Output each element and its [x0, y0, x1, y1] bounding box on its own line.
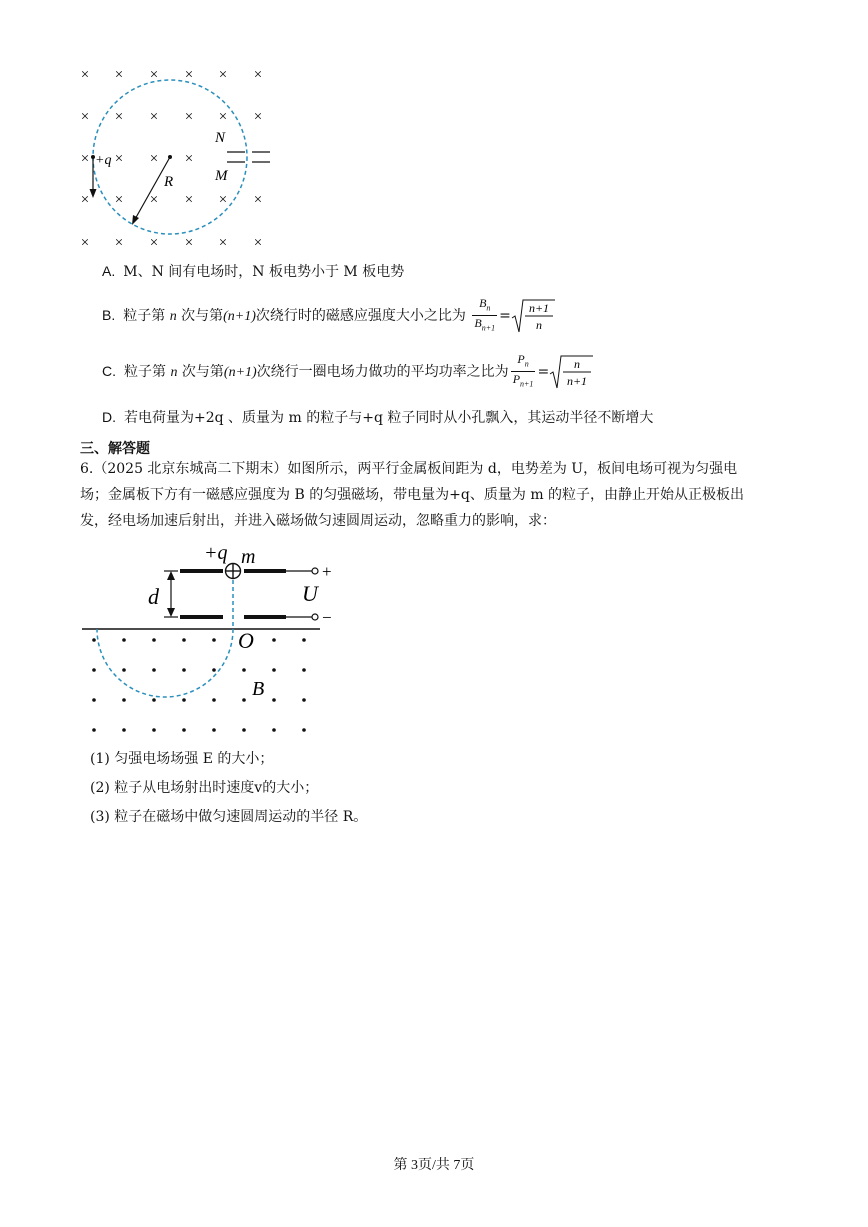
- cross-mark: ×: [114, 109, 124, 125]
- cross-mark: ×: [253, 192, 263, 208]
- cross-mark: ×: [114, 67, 124, 83]
- particle-trajectory: [97, 580, 233, 697]
- field-dot: [122, 668, 126, 672]
- option-a: [102, 262, 404, 281]
- sqrt-den: n: [535, 317, 542, 332]
- field-dot: [272, 728, 276, 732]
- option-text: M、N 间有电场时，N 板电势小于 M 板电势: [123, 264, 405, 280]
- field-dot: [242, 698, 246, 702]
- frac-num: P: [517, 352, 525, 366]
- field-dot: [182, 668, 186, 672]
- cross-mark: ×: [80, 151, 90, 167]
- velocity-arrowhead: [90, 189, 97, 198]
- option-label: C.: [102, 362, 116, 379]
- label-R: R: [164, 174, 174, 190]
- field-dot: [92, 638, 96, 642]
- field-dot: [92, 668, 96, 672]
- d-arrowhead-bottom: [167, 608, 175, 617]
- subquestion-2: (2) 粒子从电场射出时速度v的大小；: [90, 780, 319, 796]
- cross-mark: ×: [184, 67, 194, 83]
- field-dot: [212, 638, 216, 642]
- terminal-minus: [312, 614, 318, 620]
- label-B: B: [252, 678, 265, 700]
- label-q: +q: [95, 153, 112, 168]
- fraction-p: [511, 352, 536, 392]
- figure-plates-field: [76, 540, 336, 745]
- field-dot: [302, 728, 306, 732]
- radius-arrowhead: [132, 215, 139, 225]
- sqrt-num: n+1: [528, 300, 549, 315]
- cross-mark: ×: [218, 109, 228, 125]
- field-dot: [152, 698, 156, 702]
- d-arrowhead-top: [167, 571, 175, 580]
- field-dot: [212, 668, 216, 672]
- terminal-plus: [312, 568, 318, 574]
- option-label: D.: [102, 409, 116, 425]
- var-n-plus-1: (n+1): [223, 364, 257, 380]
- cross-mark: ×: [80, 235, 90, 251]
- option-text: 若电荷量为+2q 、质量为 m 的粒子与+q 粒子同时从小孔飘入，其运动半径不断增大: [124, 410, 654, 426]
- field-dot: [182, 638, 186, 642]
- figure-cyclotron: [70, 58, 290, 258]
- cross-mark: ×: [114, 192, 124, 208]
- var-n-plus-1: (n+1): [223, 308, 256, 324]
- field-dot: [272, 638, 276, 642]
- label-m: m: [241, 546, 256, 568]
- cross-mark: ×: [253, 67, 263, 83]
- cross-mark: ×: [253, 235, 263, 251]
- cross-mark: ×: [218, 67, 228, 83]
- field-dot: [182, 698, 186, 702]
- sqrt-b: [511, 298, 555, 334]
- frac-num-sub: n: [486, 303, 491, 313]
- frac-den: P: [512, 372, 521, 387]
- cross-mark: ×: [80, 67, 90, 83]
- sqrt-num: n: [574, 356, 581, 371]
- section-heading: 三、解答题: [80, 441, 150, 457]
- field-dot: [92, 728, 96, 732]
- frac-den: B: [474, 316, 482, 331]
- field-dot: [242, 668, 246, 672]
- var-n: n: [169, 308, 177, 324]
- cross-mark: ×: [253, 109, 263, 125]
- field-dot: [152, 728, 156, 732]
- cross-mark: ×: [114, 235, 124, 251]
- option-text: 次与第: [181, 363, 224, 380]
- plates-MN: [227, 152, 270, 162]
- option-text: 粒子第: [123, 307, 166, 324]
- cross-mark: ×: [149, 151, 159, 167]
- option-label: B.: [102, 306, 116, 323]
- field-dot: [302, 668, 306, 672]
- field-dot: [152, 668, 156, 672]
- cross-mark: ×: [149, 67, 159, 83]
- option-text: 次绕行一圈电场力做功的平均功率之比为: [256, 363, 509, 380]
- option-label: A.: [102, 263, 116, 279]
- field-dot: [212, 728, 216, 732]
- frac-num-sub: n: [524, 359, 529, 369]
- option-text: 次绕行时的磁感应强度大小之比为: [255, 307, 466, 324]
- cross-mark: ×: [149, 192, 159, 208]
- question-line: 6.（2025 北京东城高二下期末）如图所示，两平行金属板间距为 d，电势差为 U，板间电场可视为匀强电: [80, 461, 738, 477]
- cross-mark: ×: [149, 235, 159, 251]
- field-dot: [302, 698, 306, 702]
- label-minus: −: [322, 608, 332, 627]
- label-M: M: [215, 168, 228, 184]
- label-q: +q: [204, 542, 228, 564]
- field-dot: [212, 698, 216, 702]
- field-dot: [122, 638, 126, 642]
- field-dot: [152, 638, 156, 642]
- label-N: N: [215, 130, 226, 146]
- frac-num: B: [479, 296, 487, 310]
- field-dot: [122, 698, 126, 702]
- field-dot: [302, 638, 306, 642]
- cross-mark: ×: [218, 192, 228, 208]
- subquestion-1: (1) 匀强电场场强 E 的大小；: [90, 751, 274, 767]
- cross-mark: ×: [149, 109, 159, 125]
- sqrt-c: [549, 354, 593, 390]
- option-d: [102, 408, 653, 427]
- fraction-b: [472, 296, 497, 336]
- question-line: 场；金属板下方有一磁感应强度为 B 的匀强磁场，带电量为+q、质量为 m 的粒子，由静止开始从正极板出: [80, 487, 745, 503]
- field-dot: [92, 698, 96, 702]
- label-O: O: [238, 628, 254, 653]
- equals: =: [499, 307, 511, 324]
- cross-mark: ×: [184, 109, 194, 125]
- sqrt-den: n+1: [567, 373, 588, 388]
- option-text: 次与第: [181, 307, 224, 324]
- subquestion-3: (3) 粒子在磁场中做匀速圆周运动的半径 R。: [90, 809, 368, 825]
- frac-den-sub: n+1: [481, 323, 496, 333]
- page-footer: 第 3页/共 7页: [393, 1158, 475, 1173]
- cross-mark: ×: [218, 235, 228, 251]
- question-line: 发，经电场加速后射出，并进入磁场做匀速圆周运动，忽略重力的影响，求：: [80, 513, 556, 529]
- frac-den-sub: n+1: [520, 379, 534, 389]
- question-6: [80, 456, 792, 534]
- option-b: [102, 296, 555, 336]
- cross-mark: ×: [184, 235, 194, 251]
- option-text: 粒子第: [124, 363, 166, 380]
- field-dot: [122, 728, 126, 732]
- cross-mark: ×: [80, 192, 90, 208]
- cross-mark: ×: [114, 151, 124, 167]
- field-dots: [92, 638, 306, 732]
- cross-mark: ×: [184, 192, 194, 208]
- field-dot: [242, 728, 246, 732]
- label-plus: +: [322, 562, 332, 581]
- cross-mark: ×: [80, 109, 90, 125]
- field-dot: [182, 728, 186, 732]
- field-dot: [272, 698, 276, 702]
- option-c: [102, 352, 593, 392]
- equals: =: [537, 363, 550, 380]
- var-n: n: [170, 364, 178, 380]
- label-d: d: [148, 584, 159, 609]
- field-dot: [272, 668, 276, 672]
- cross-mark: ×: [184, 151, 194, 167]
- label-U: U: [302, 581, 318, 606]
